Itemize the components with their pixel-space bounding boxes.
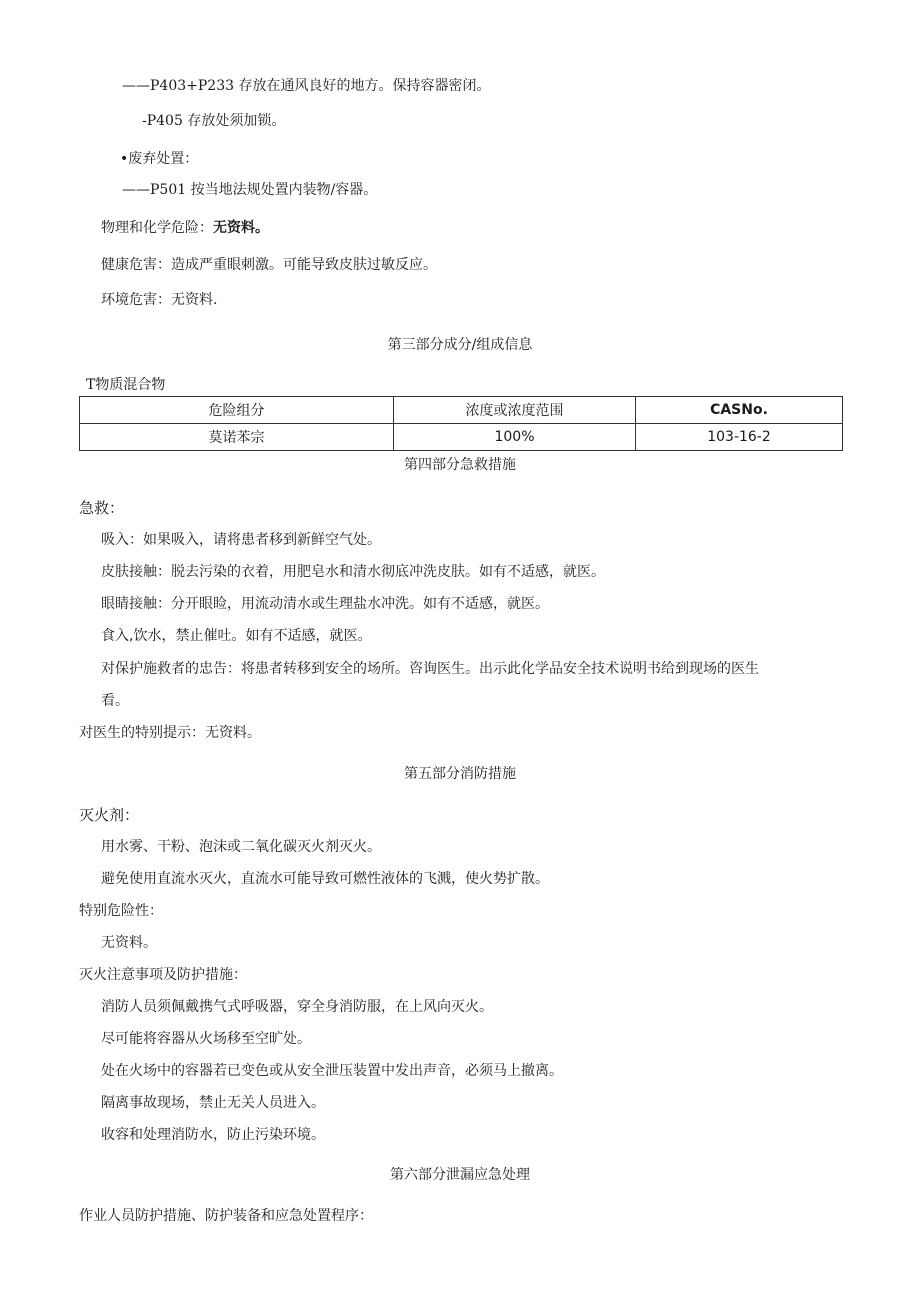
inhalation-item	[101, 531, 381, 549]
composition-table	[79, 396, 843, 451]
disposal-heading: •废弃处置：	[120, 151, 199, 167]
column-header: CASNo.	[636, 397, 843, 424]
env-value: 无资料.	[171, 292, 218, 308]
section5-title: 第五部分消防措施	[404, 766, 516, 782]
rescuer-advice-item	[101, 660, 759, 678]
health-value: 造成严重眼刺激。可能导致皮肤过敏反应。	[171, 257, 437, 273]
rescuer-advice-text: 将患者转移到安全的场所。咨询医生。出示此化学品安全技术说明书给到现场的医生	[241, 661, 759, 677]
p501-statement: ——P501 按当地法规处置内装物/容器。	[122, 182, 378, 198]
section4-title: 第四部分急救措施	[404, 457, 516, 473]
physchem-hazard	[101, 219, 269, 237]
env-label: 环境危害：	[101, 292, 171, 308]
p403-statement: ——P403+P233 存放在通风良好的地方。保持容器密闭。	[122, 78, 491, 94]
section3-title: 第三部分成分/组成信息	[387, 337, 533, 353]
health-label: 健康危害：	[101, 257, 171, 273]
extinguishing-agent-warning: 避免使用直流水灭火，直流水可能导致可燃性液体的飞溅，使火势扩散。	[101, 871, 549, 887]
physchem-value: 无资料。	[213, 220, 269, 236]
first-aid-heading: 急救：	[79, 499, 125, 517]
column-header: 危险组分	[80, 397, 394, 424]
column-header: 浓度或浓度范围	[394, 397, 636, 424]
inhalation-label: 吸入：	[101, 532, 143, 548]
ingestion-label: 食入,	[101, 628, 134, 644]
ingestion-item	[101, 627, 371, 645]
table-cell: 莫诺苯宗	[80, 424, 394, 451]
p405-statement: -P405 存放处须加锁。	[142, 113, 286, 129]
eye-contact-item	[101, 595, 549, 613]
extinguishing-agent-text: 用水雾、干粉、泡沫或二氧化碳灭火剂灭火。	[101, 839, 381, 855]
doctor-note-item	[79, 724, 261, 742]
precaution-item: 消防人员须佩戴携气式呼吸器，穿全身消防服，在上风向灭火。	[101, 999, 493, 1015]
ingestion-text: 饮水，禁止催吐。如有不适感，就医。	[133, 628, 372, 644]
physchem-label: 物理和化学危险：	[101, 220, 213, 236]
eye-contact-text: 分开眼睑，用流动清水或生理盐水冲洗。如有不适感，就医。	[171, 596, 549, 612]
special-hazard-text: 无资料。	[101, 935, 157, 951]
table-cell: 103-16-2	[636, 424, 843, 451]
extinguishing-agent-heading: 灭火剂：	[79, 806, 140, 824]
precaution-item: 隔离事故现场，禁止无关人员进入。	[101, 1095, 325, 1111]
rescuer-advice-label: 对保护施救者的忠告：	[101, 661, 241, 677]
precaution-item: 处在火场中的容器若已变色或从安全泄压装置中发出声音，必须马上撤离。	[101, 1063, 563, 1079]
rescuer-advice-continued: 看。	[101, 693, 129, 709]
special-hazard-heading: 特别危险性：	[79, 903, 163, 919]
personnel-protection-heading: 作业人员防护措施、防护装备和应急处置程序：	[79, 1208, 373, 1224]
table-header-row	[80, 397, 843, 424]
health-hazard	[101, 256, 437, 274]
precaution-item: 尽可能将容器从火场移至空旷处。	[101, 1031, 311, 1047]
doctor-note-text: 无资料。	[205, 725, 261, 741]
skin-contact-item	[101, 563, 605, 581]
eye-contact-label: 眼睛接触：	[101, 596, 171, 612]
environment-hazard	[101, 291, 217, 309]
firefighting-precautions-heading: 灭火注意事项及防护措施：	[79, 967, 247, 983]
substance-type: T物质混合物	[86, 377, 166, 393]
table-cell: 100%	[394, 424, 636, 451]
precaution-item: 收容和处理消防水，防止污染环境。	[101, 1127, 325, 1143]
section6-title: 第六部分泄漏应急处理	[390, 1167, 530, 1183]
skin-contact-label: 皮肤接触：	[101, 564, 171, 580]
inhalation-text: 如果吸入，请将患者移到新鲜空气处。	[143, 532, 381, 548]
table-row	[80, 424, 843, 451]
skin-contact-text: 脱去污染的衣着，用肥皂水和清水彻底冲洗皮肤。如有不适感，就医。	[171, 564, 605, 580]
doctor-note-label: 对医生的特别提示：	[79, 725, 205, 741]
